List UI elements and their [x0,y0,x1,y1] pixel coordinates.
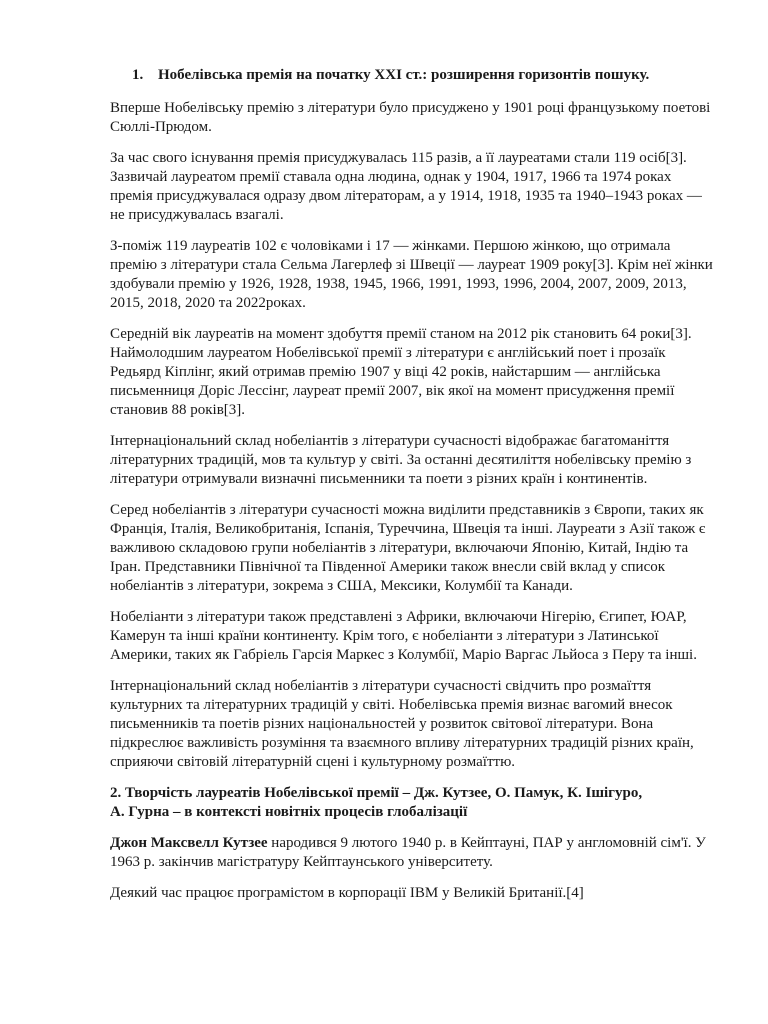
paragraph-cultural-diversity: Інтернаціональний склад нобеліантів з літератури сучасності свідчить про розмаїття культурних та літературних традицій у світі. Нобелівська премія визнає вагомий внесок письменників та поетів різних національностей у розвиток світової літератури. Вона підкреслює важливість розуміння та взаємного впливу літературних традицій різних країн, сприяючи світовій літературній сцені і культурному розмаїттю. [110,678,694,770]
section-1-heading [132,66,715,85]
paragraph-coetzee-bio [110,834,715,872]
section-1-number: 1. [132,67,144,83]
coetzee-name: Джон Максвелл Кутзее [110,835,268,851]
paragraph-laureate-age: Середній вік лауреатів на момент здобуття премії станом на 2012 рік становить 64 роки[3]. Наймолодшим лауреатом Нобелівської премії з літератури є англійський поет і прозаїк Редьярд Кіплінг, який отримав премію 1907 у віці 42 років, найстаршим — англійська письменниця Доріс Лессінг, лауреат премії 2007, вік якої на момент присудження премії становив 88 років[3]. [110,326,692,418]
paragraph-africa-latin-america: Нобеліанти з літератури також представлені з Африки, включаючи Нігерію, Єгипет, ЮАР, Камерун та інші країни континенту. Крім того, є нобеліанти з літератури з Латинської Америки, таких як Габріель Гарсія Маркес з Колумбії, Маріо Варгас Льйоса з Перу та інші. [110,609,697,663]
coetzee-bio-text: народився 9 лютого 1940 р. в Кейптауні, ПАР у англомовній сім'ї. У 1963 р. закінчив магістратуру Кейптаунського університету. [110,835,706,870]
section-2-heading-line-1: 2. Творчість лауреатів Нобелівської премії – Дж. Кутзее, О. Памук, К. Ішігуро, [110,785,643,801]
section-1-title: Нобелівська премія на початку XXI ст.: розширення горизонтів пошуку. [158,67,650,83]
paragraph-laureate-gender: З-поміж 119 лауреатів 102 є чоловіками і 17 — жінками. Першою жінкою, що отримала премію з літератури стала Сельма Лагерлеф зі Швеції — лауреат 1909 року[3]. Крім неї жінки здобували премію у 1926, 1928, 1938, 1945, 1966, 1991, 1993, 1996, 2004, 2007, 2009, 2013, 2015, 2018, 2020 та 2022роках. [110,238,713,311]
paragraph-award-history: За час свого існування премія присуджувалась 115 разів, а її лауреатами стали 119 осіб[3]. Зазвичай лауреатом премії ставала одна людина, однак у 1904, 1917, 1966 та 1974 роках премія присуджувалася одразу двом літераторам, а у 1914, 1918, 1935 та 1940–1943 роках — не присуджувалась взагалі. [110,150,702,223]
paragraph-europe-asia-america: Серед нобеліантів з літератури сучасності можна виділити представників з Європи, таких як Франція, Італія, Великобританія, Іспанія, Туреччина, Швеція та інші. Лауреати з Азії також є важливою складовою групи нобеліантів з літератури, включаючи Японію, Китай, Індію та Іран. Представники Північної та Південної Америки також внесли свій вклад у список нобеліантів з літератури, зокрема з США, Мексики, Колумбії та Канади. [110,502,706,594]
paragraph-first-award: Вперше Нобелівську премію з літератури було присуджено у 1901 році французькому поетові Сюллі-Прюдом. [110,100,711,135]
paragraph-coetzee-ibm: Деякий час працює програмістом в корпорації IBM у Великій Британії.[4] [110,885,584,901]
section-2-heading-line-2: А. Гурна – в контексті новітніх процесів глобалізації [110,804,468,820]
paragraph-international-composition: Інтернаціональний склад нобеліантів з літератури сучасності відображає багатоманіття літературних традицій, мов та культур у світі. За останні десятиліття нобелівську премію з літератури отримували визначні письменники та поети з різних країн і континентів. [110,433,692,487]
document-page [110,66,715,915]
section-2-heading [110,784,715,822]
